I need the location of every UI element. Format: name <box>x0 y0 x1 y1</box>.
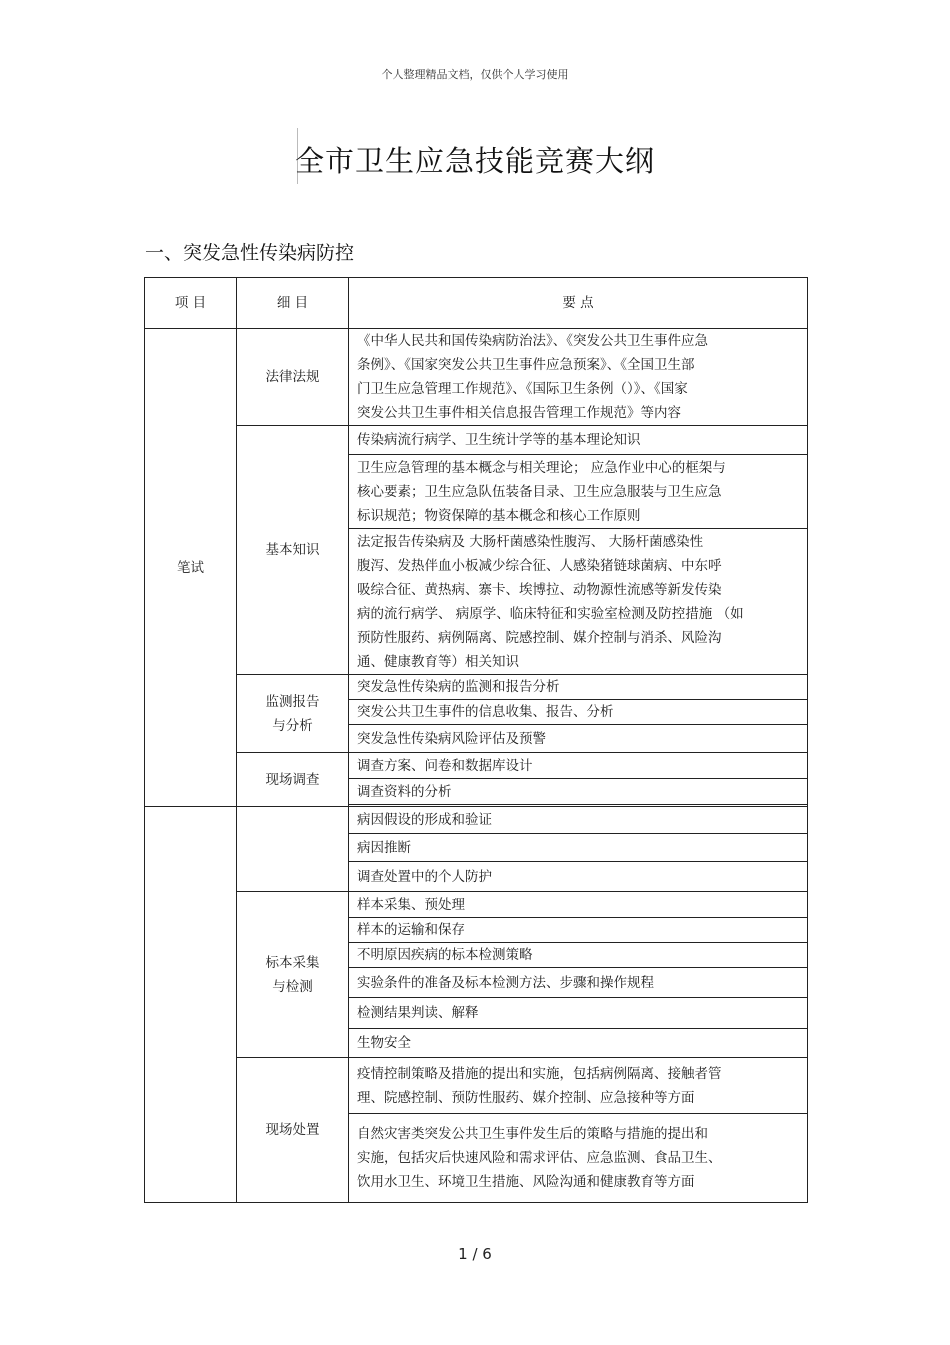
section-heading: 一、突发急性传染病防控 <box>145 242 355 264</box>
point-monitoring-3: 突发急性传染病风险评估及预警 <box>349 725 808 753</box>
point-monitoring-2: 突发公共卫生事件的信息收集、报告、分析 <box>349 700 808 725</box>
point-cause-2: 病因推断 <box>349 834 808 862</box>
table-row <box>145 329 808 426</box>
point-sample-5: 检测结果判读、解释 <box>349 998 808 1029</box>
table-row <box>145 1058 808 1114</box>
detail-field: 现场调查 <box>237 753 349 807</box>
point-monitoring-1: 突发急性传染病的监测和报告分析 <box>349 675 808 700</box>
point-field-1: 调查方案、问卷和数据库设计 <box>349 753 808 779</box>
point-sample-6: 生物安全 <box>349 1029 808 1058</box>
table-header-row <box>145 278 808 329</box>
item-written: 笔试 <box>145 329 237 807</box>
detail-sample: 标本采集 与检测 <box>237 892 349 1058</box>
outline-table <box>144 277 808 1203</box>
point-handling-2: 自然灾害类突发公共卫生事件发生后的策略与措施的提出和 实施，包括灾后快速风险和需求评估、应急监测、食品卫生、 饮用水卫生、环境卫生措施、风险沟通和健康教育等方面 <box>349 1114 808 1203</box>
detail-law: 法律法规 <box>237 329 349 426</box>
header-item: 项 目 <box>145 278 237 329</box>
table-row <box>145 675 808 700</box>
detail-handling: 现场处置 <box>237 1058 349 1203</box>
header-note: 个人整理精品文档，仅供个人学习使用 <box>381 68 569 81</box>
page-number: 1 / 6 <box>458 1245 492 1263</box>
point-sample-2: 样本的运输和保存 <box>349 918 808 943</box>
table-row <box>145 807 808 834</box>
detail-monitoring: 监测报告 与分析 <box>237 675 349 753</box>
item-practical <box>145 807 237 1203</box>
point-basic-1: 传染病流行病学、卫生统计学等的基本理论知识 <box>349 426 808 455</box>
detail-basic: 基本知识 <box>237 426 349 675</box>
point-sample-3: 不明原因疾病的标本检测策略 <box>349 943 808 968</box>
point-basic-2: 卫生应急管理的基本概念与相关理论； 应急作业中心的框架与 核心要素；卫生应急队伍装备目录、卫生应急服装与卫生应急 标识规范；物资保障的基本概念和核心工作原则 <box>349 455 808 529</box>
table-row <box>145 892 808 918</box>
point-field-2: 调查资料的分析 <box>349 779 808 805</box>
point-sample-1: 样本采集、预处理 <box>349 892 808 918</box>
point-sample-4: 实验条件的准备及标本检测方法、步骤和操作规程 <box>349 968 808 998</box>
table-row <box>145 426 808 455</box>
table-row <box>145 753 808 779</box>
document-title: 全市卫生应急技能竞赛大纲 <box>294 144 655 178</box>
point-cause-3: 调查处置中的个人防护 <box>349 862 808 892</box>
detail-field-cont <box>237 807 349 892</box>
point-basic-3: 法定报告传染病及 大肠杆菌感染性腹泻、 大肠杆菌感染性 腹泻、发热伴血小板减少综合征、人感染猪链球菌病、中东呼 吸综合征、黄热病、寨卡、埃博拉、动物源性流感等新发传染 病的流行病学、 病原学、临床特征和实验室检测及防控措施 （如 预防性服药、病例隔离、院感控制、媒介控制与消杀、风险沟 通、健康教育等）相关知识 <box>349 529 808 675</box>
header-detail: 细 目 <box>237 278 349 329</box>
point-cause-1: 病因假设的形成和验证 <box>349 807 808 834</box>
point-handling-1: 疫情控制策略及措施的提出和实施，包括病例隔离、接触者管 理、院感控制、预防性服药、媒介控制、应急接种等方面 <box>349 1058 808 1114</box>
header-points: 要 点 <box>349 278 808 329</box>
point-law: 《中华人民共和国传染病防治法》、《突发公共卫生事件应急 条例》、《国家突发公共卫生事件应急预案》、《全国卫生部 门卫生应急管理工作规范》、《国际卫生条例（）》、《国家 突发公共卫生事件相关信息报告管理工作规范》等内容 <box>349 329 808 426</box>
